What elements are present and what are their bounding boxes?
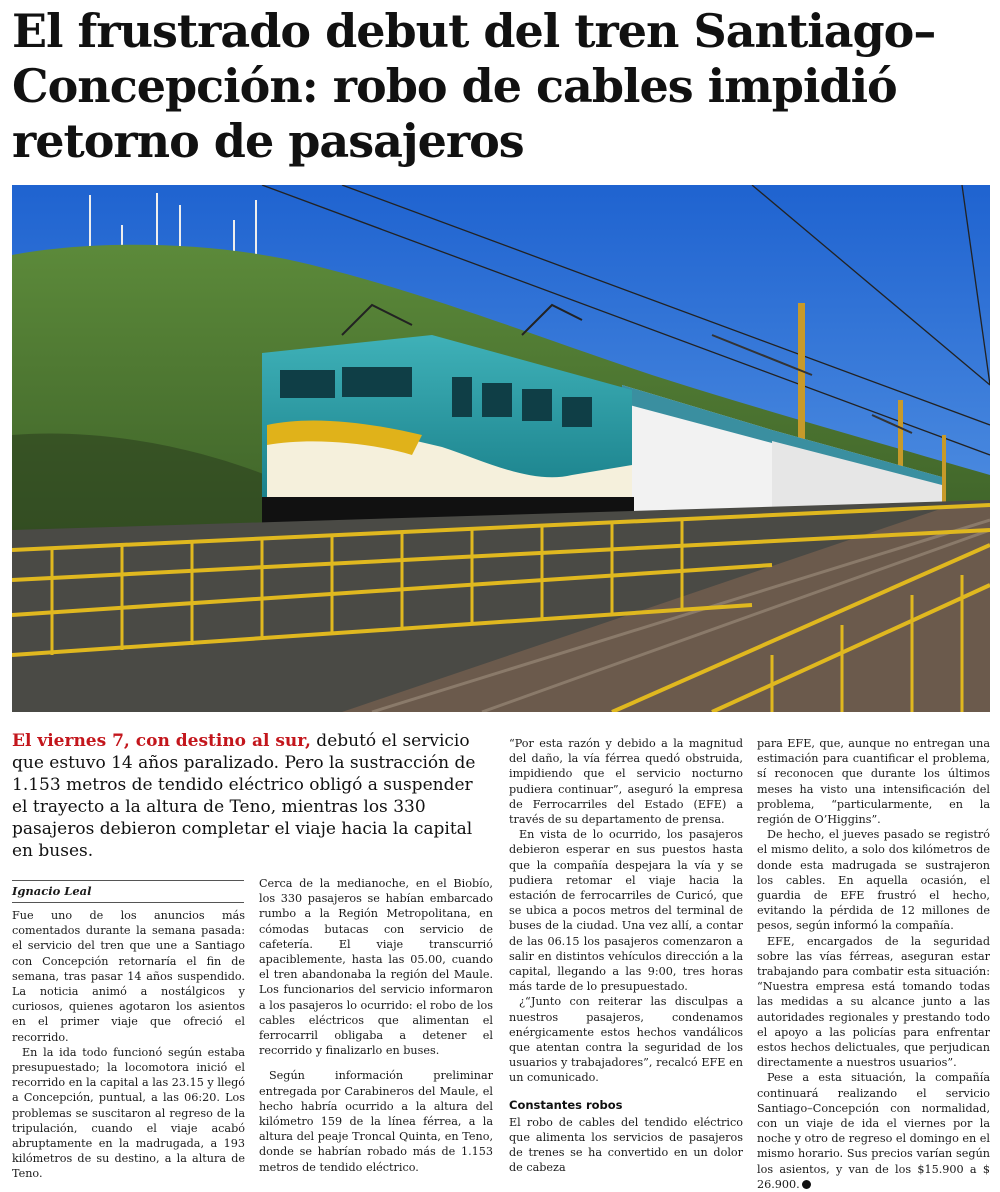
headline: El frustrado debut del tren Santiago–Concepción: robo de cables impidió retorno de pasajeros [12,4,936,168]
train-on-bridge-photo [12,185,990,712]
body-paragraph: Fue uno de los anuncios más comentados durante la semana pasada: el servicio del tren que une a Santiago con Concepción retornaría el fin de semana, tras pasar 14 años suspendido. La noticia animó a nostálgicos y curiosos, quienes agotaron los asientos en el primer viaje que ofreció el recorrido. [12,909,245,1044]
body-paragraph: EFE, encargados de la seguridad sobre las vías férreas, aseguran estar trabajando para combatir esta situación: “Nuestra empresa está tomando todas las medidas a su alcance junto a las autoridades regionales y prestando todo el apoyo a las policías para enfrentar estos hechos delictuales, que perjudican directamente a nuestros usuarios”. [757,934,990,1070]
body-paragraph: En la ida todo funcionó según estaba presupuestado; la locomotora inició el recorrido en la capital a las 23.15 y llegó a Concepción, puntual, a las 06:20. Los problemas se suscitaron al regreso de la tripulación, cuando el viaje acabó abruptamente en la madrugada, a 193 kilómetros de su destino, a la altura de Teno. [12,1045,245,1181]
body-column-2 [259,876,493,1175]
body-column-1 [12,908,245,1182]
body-column-4 [757,736,990,1192]
body-paragraph: para EFE, que, aunque no entregan una estimación para cuantificar el problema, sí reconocen que durante los últimos meses ha visto una intensificación del problema, “particularmente, en la región de O’Higgins”. [757,737,990,827]
body-paragraph-final [757,1070,990,1192]
byline-rule-bottom [12,902,244,903]
body-paragraph: El robo de cables del tendido eléctrico que alimenta los servicios de pasajeros de trenes se ha convertido en un dolor de cabeza [509,1115,743,1175]
body-paragraph: ¿“Junto con reiterar las disculpas a nuestros pasajeros, condenamos enérgicamente estos hechos vandálicos que atentan contra la seguridad de los usuarios y trabajadores”, recalcó EFE en un comunicado. [509,995,743,1085]
body-paragraph: Según información preliminar entregada por Carabineros del Maule, el hecho habría ocurrido a la altura del kilómetro 159 de la línea férrea, a la altura del peaje Troncal Quinta, en Teno, donde se habrían robado más de 1.153 metros de tendido eléctrico. [259,1069,493,1174]
body-paragraph: Cerca de la medianoche, en el Biobío, los 330 pasajeros se habían embarcado rumbo a la Región Metropolitana, en cómodas butacas con servicio de cafetería. El viaje transcurrió apaciblemente, hasta las 05.00, cuando el tren abandonaba la región del Maule. Los funcionarios del servicio informaron a los pasajeros lo ocurrido: el robo de los cables eléctricos que alimentan el ferrocarril obligaba a detener el recorrido y finalizarlo en buses. [259,877,493,1058]
body-paragraph: En vista de lo ocurrido, los pasajeros debieron esperar en sus puestos hasta que la compañía despejara la vía y se pudiera retomar el viaje hacia la estación de ferrocarriles de Curicó, que se ubica a pocos metros del terminal de buses de la ciudad. Una vez allí, a contar de las 06.15 los pasajeros comenzaron a salir en distintos vehículos dirección a la capital, llegando a las 9:00, tres horas más tarde de lo presupuestado. [509,828,743,994]
byline-rule-top [12,880,244,881]
byline: Ignacio Leal [12,884,92,898]
subheading: Constantes robos [509,1097,623,1112]
body-paragraph: De hecho, el jueves pasado se registró el mismo delito, a solo dos kilómetros de donde esta madrugada se sustrajeron los cables. En aquella ocasión, el guardia de EFE frustró el hecho, evitando la pérdida de 12 millones de pesos, según informó la compañía. [757,828,990,933]
final-paragraph-text: Pese a esta situación, la compañía continuará realizando el servicio Santiago–Concepción con normalidad, con un viaje de ida el viernes por la noche y otro de regreso el domingo en el mismo horario. Sus precios varían según los asientos, y van de los $15.900 a $ 26.900. [757,1071,990,1191]
lead-text: debutó el servicio que estuvo 14 años paralizado. Pero la sustracción de 1.153 metros de tendido eléctrico obligó a suspender el trayecto a la altura de Teno, mientras los 330 pasajeros debieron completar el viaje hacia la capital en buses. [12,731,476,861]
lead-kicker: El viernes 7, con destino al sur, [12,731,311,751]
body-paragraph: “Por esta razón y debido a la magnitud del daño, la vía férrea quedó obstruida, impidiendo que el servicio nocturno pudiera continuar”, aseguró la empresa de Ferrocarriles del Estado (EFE) a través de su departamento de prensa. [509,737,743,827]
train-illustration [12,185,990,712]
body-column-3 [509,736,743,1176]
end-mark-icon [802,1180,811,1189]
lead-paragraph [12,730,490,862]
